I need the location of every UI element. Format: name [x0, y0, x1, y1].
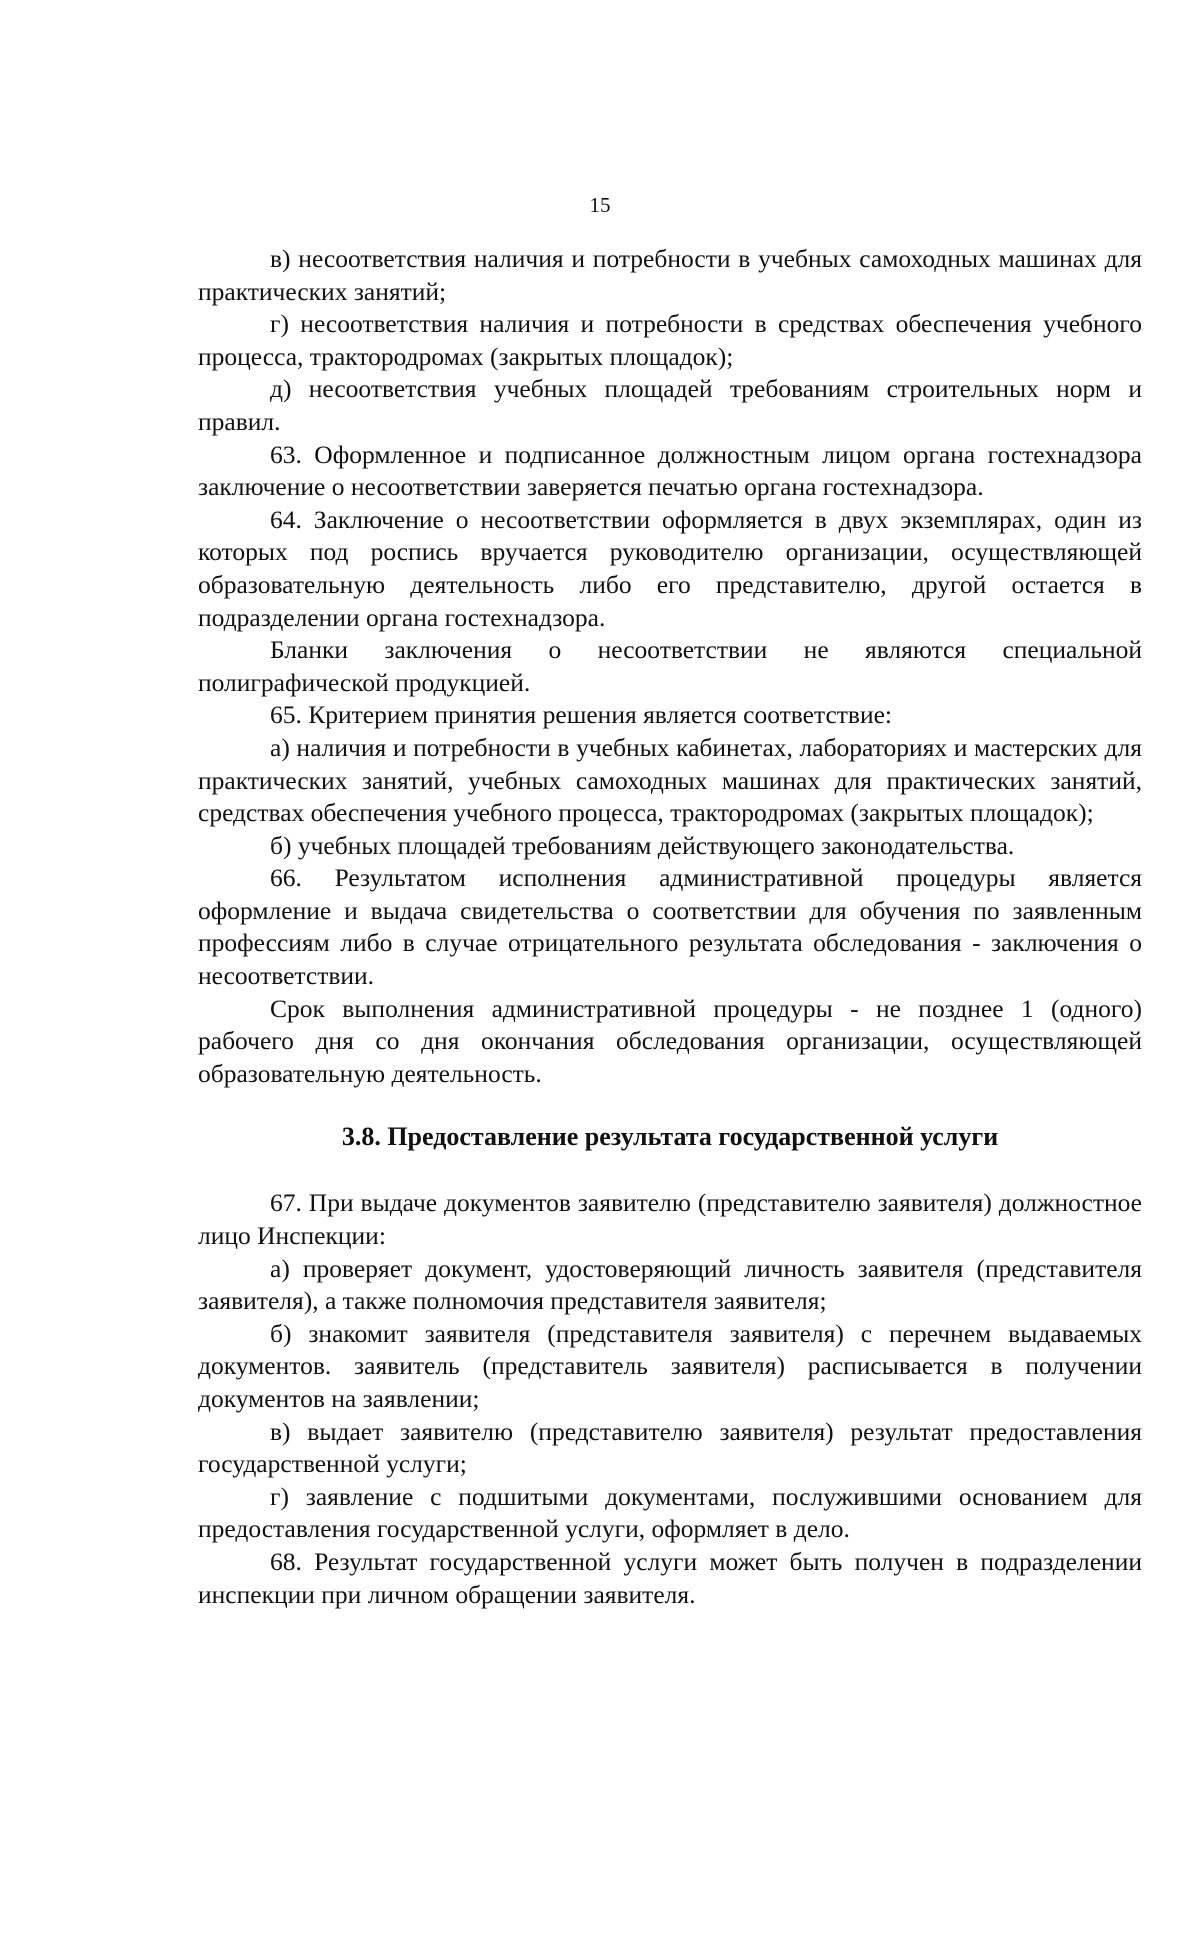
- paragraph-68: 68. Результат государственной услуги может быть получен в подразделении инспекции при личном обращении заявителя.: [198, 1546, 1142, 1609]
- paragraph-v-machines: в) несоответствия наличия и потребности в учебных самоходных машинах для практических занятий;: [198, 244, 1142, 306]
- page-number: 15: [589, 193, 611, 217]
- paragraph-67-g: г) заявление с подшитыми документами, послужившими основанием для предоставления государственной услуги, оформляет в дело.: [198, 1481, 1142, 1544]
- paragraph-66: 66. Результатом исполнения административной процедуры является оформление и выдача свидетельства о соответствии для обучения по заявленным профессиям либо в случае отрицательного результата обследования - заключения о несоответствии.: [198, 863, 1142, 991]
- document-body: [198, 243, 1142, 1611]
- paragraph-64: 64. Заключение о несоответствии оформляется в двух экземплярах, один из которых под роспись вручается руководителю организации, осуществляющей образовательную деятельность либо его представителю, другой остается в подразделении органа гостехнадзора.: [198, 504, 1142, 632]
- paragraph-67-v: в) выдает заявителю (представителю заявителя) результат предоставления государственной услуги;: [198, 1416, 1142, 1479]
- paragraphs-after: [198, 1187, 1142, 1611]
- paragraphs-before: [198, 243, 1142, 1090]
- paragraph-65-b: б) учебных площадей требованиям действующего законодательства.: [270, 830, 1015, 860]
- paragraph-65: 65. Критерием принятия решения является соответствие:: [270, 700, 892, 730]
- paragraph-g-means: г) несоответствия наличия и потребности в средствах обеспечения учебного процесса, трактородромах (закрытых площадок);: [198, 309, 1142, 371]
- paragraph-d-areas: д) несоответствия учебных площадей требованиям строительных норм и правил.: [198, 374, 1142, 436]
- paragraph-67: 67. При выдаче документов заявителю (представителю заявителя) должностное лицо Инспекции:: [198, 1188, 1142, 1251]
- paragraph-67-a: а) проверяет документ, удостоверяющий личность заявителя (представителя заявителя), а также полномочия представителя заявителя;: [198, 1253, 1142, 1316]
- section-heading: 3.8. Предоставление результата государственной услуги: [341, 1122, 999, 1152]
- paragraph-deadline: Срок выполнения административной процедуры - не позднее 1 (одного) рабочего дня со дня окончания обследования организации, осуществляющей образовательную деятельность.: [198, 993, 1142, 1088]
- paragraph-63: 63. Оформленное и подписанное должностным лицом органа гостехнадзора заключение о несоответствии заверяется печатью органа гостехнадзора.: [198, 439, 1142, 502]
- paragraph-blanks: Бланки заключения о несоответствии не являются специальной полиграфической продукцией.: [198, 635, 1142, 697]
- paragraph-65-a: а) наличия и потребности в учебных кабинетах, лабораториях и мастерских для практических занятий, учебных самоходных машинах для практических занятий, средствах обеспечения учебного процесса, трактородромах (закрытых площадок);: [198, 732, 1142, 828]
- paragraph-67-b: б) знакомит заявителя (представителя заявителя) с перечнем выдаваемых документов. заявитель (представитель заявителя) расписывается в получении документов на заявлении;: [198, 1318, 1142, 1413]
